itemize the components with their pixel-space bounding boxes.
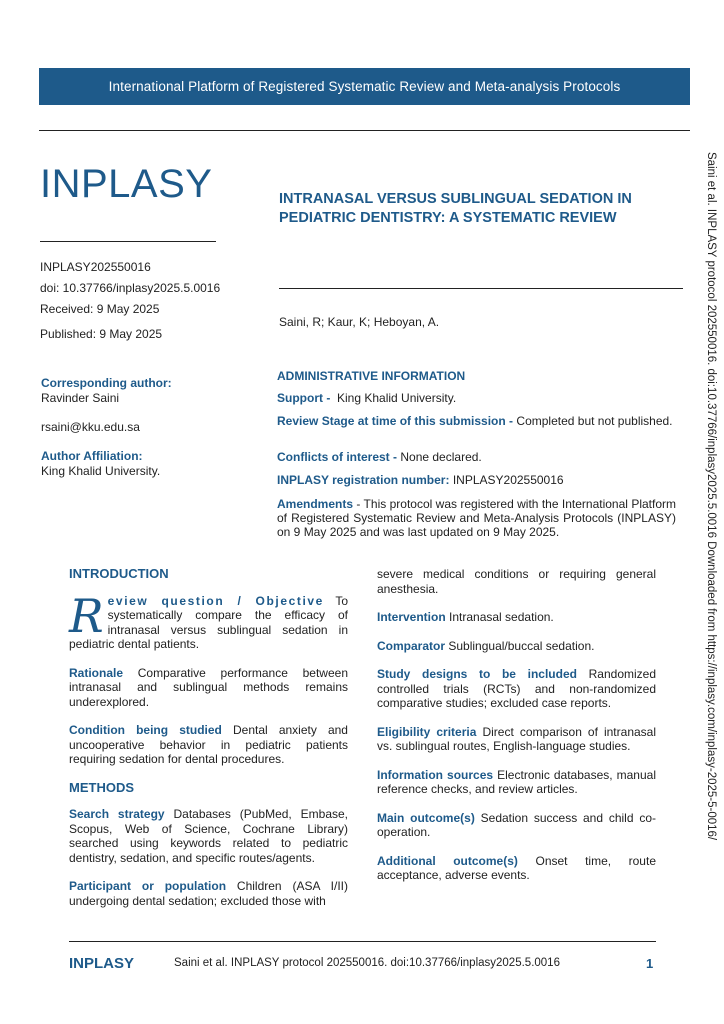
corresponding-label: Corresponding author: (41, 376, 172, 390)
participants-continued: severe medical conditions or requiring general anesthesia. (377, 567, 656, 596)
authors: Saini, R; Kaur, K; Heboyan, A. (279, 315, 440, 329)
intervention: Intervention Intranasal sedation. (377, 610, 554, 624)
logo-divider (40, 241, 216, 242)
admin-conflicts: Conflicts of interest - None declared. (277, 450, 482, 464)
affiliation-label: Author Affiliation: (41, 449, 143, 463)
eligibility-criteria: Eligibility criteria Direct comparison of intranasal vs. sublingual routes, English-language studies. (377, 724, 657, 753)
review-question: Review question / Objective To systematically compare the efficacy of intranasal versus sublingual sedation in pediatric dental patients. (69, 588, 348, 651)
author-affiliation (41, 449, 160, 478)
corresponding-email[interactable]: rsaini@kku.edu.sa (41, 420, 140, 434)
inplasy-logo: INPLASY (40, 162, 213, 206)
participants: Participant or population Children (ASA I/II) undergoing dental sedation; excluded those with (69, 879, 348, 908)
introduction-heading: INTRODUCTION (69, 566, 169, 581)
doi-link[interactable]: doi: 10.37766/inplasy2025.5.0016 (40, 281, 221, 295)
footer-logo: INPLASY (69, 955, 135, 972)
affiliation-value: King Khalid University. (41, 463, 161, 478)
additional-outcomes: Additional outcome(s) Onset time, route acceptance, adverse events. (377, 853, 656, 882)
admin-registration-number: INPLASY registration number: INPLASY202550016 (277, 473, 564, 487)
paper-title: INTRANASAL VERSUS SUBLINGUAL SEDATION IN PEDIATRIC DENTISTRY: A SYSTEMATIC REVIEW (279, 191, 632, 226)
download-sidebar: Saini et al. INPLASY protocol 202550016. doi:10.37766/inplasy2025.5.0016 Downloaded from https://inplasy.com/inplasy-2025-5-0016/ (705, 152, 717, 841)
received-date: Received: 9 May 2025 (40, 302, 160, 316)
main-outcomes: Main outcome(s) Sedation success and child co-operation. (377, 810, 657, 839)
dropcap-letter: R (69, 588, 104, 643)
title-divider (279, 288, 683, 289)
rationale: Rationale Comparative performance between intranasal and sublingual methods remains underexplored. (69, 665, 348, 709)
corresponding-author (41, 376, 172, 405)
methods-heading: METHODS (69, 779, 134, 795)
search-strategy: Search strategy Databases (PubMed, Embase, Scopus, Web of Science, Cochrane Library) searched using keywords related to pediatric dentistry, sedation, and specific routes/agents. (69, 807, 348, 865)
corresponding-name: Ravinder Saini (41, 390, 120, 405)
left-column (69, 567, 348, 922)
header-divider (39, 130, 690, 131)
published-date: Published: 9 May 2025 (40, 327, 163, 341)
admin-amendments: Amendments - This protocol was registered with the International Platform of Registered Systematic Review and Meta-Analysis Protocols (INPLASY) on 9 May 2025 and was last updated on 9 May 2025. (277, 497, 676, 539)
footer-citation: Saini et al. INPLASY protocol 202550016. doi:10.37766/inplasy2025.5.0016 (174, 957, 560, 969)
header-banner (39, 68, 690, 105)
admin-review-stage: Review Stage at time of this submission - Completed but not published. (277, 414, 673, 428)
condition-studied: Condition being studied Dental anxiety and uncooperative behavior in pediatric patients requiring sedation for dental procedures. (69, 723, 348, 766)
page-number: 1 (646, 956, 654, 971)
information-sources: Information sources Electronic databases, manual reference checks, and review articles. (377, 767, 656, 796)
registration-id: INPLASY202550016 (40, 260, 151, 274)
footer-divider (69, 941, 656, 942)
banner-text: International Platform of Registered Systematic Review and Meta-analysis Protocols (108, 79, 621, 94)
comparator: Comparator Sublingual/buccal sedation. (377, 638, 595, 653)
study-designs: Study designs to be included Randomized controlled trials (RCTs) and non-randomized comparative studies; excluded case reports. (377, 667, 656, 710)
admin-heading: ADMINISTRATIVE INFORMATION (277, 369, 466, 383)
right-column (377, 567, 656, 897)
admin-support: Support - King Khalid University. (277, 391, 457, 405)
